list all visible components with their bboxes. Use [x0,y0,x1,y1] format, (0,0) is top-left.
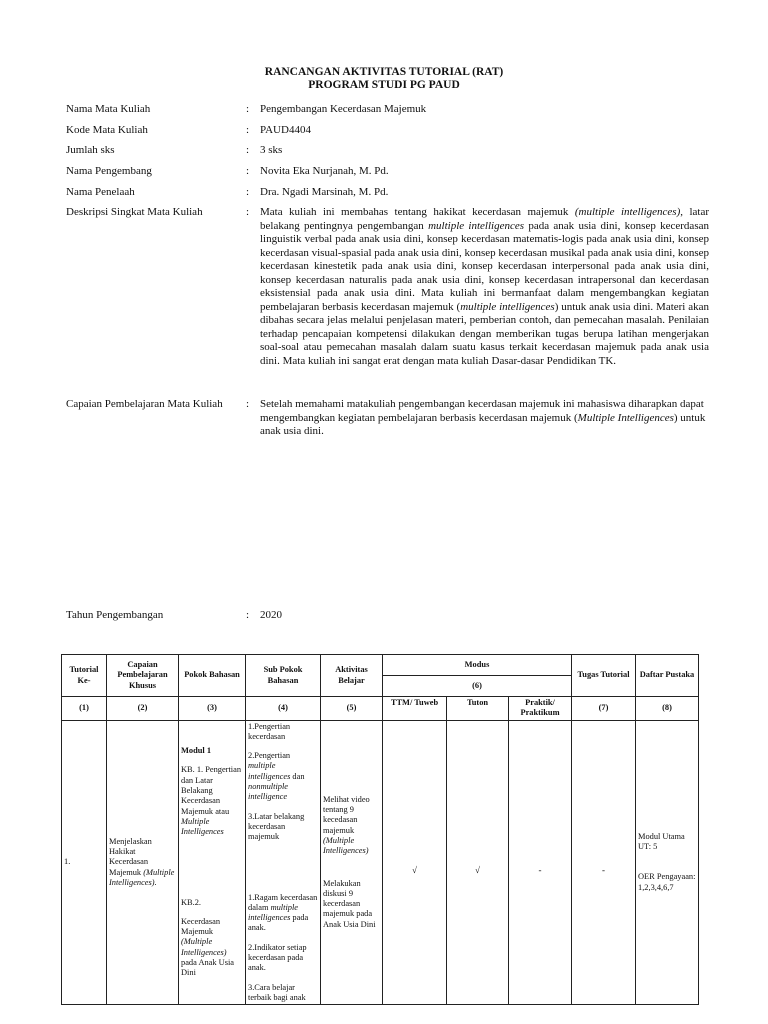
aktivitas-1 [323,795,380,857]
meta-value: PAUD4404 [260,124,311,136]
meta-label: Tahun Pengembangan [66,609,164,621]
th-modus: Modus [383,655,572,676]
sub-item: 1.Pengertian kecerdasan [248,721,291,741]
header-row-1 [62,655,699,676]
sub-item: 2.Indikator setiap kecerdasan pada anak. [248,942,307,973]
cell-aktivitas [321,720,383,1005]
th-ttm: TTM/ Tuweb [383,697,447,721]
meta-value: Novita Eka Nurjanah, M. Pd. [260,165,389,177]
kb2-tail: pada Anak Usia Dini [181,958,235,978]
deskripsi-italic: (multiple intelligences) [574,206,681,218]
sub-text: dan [292,771,305,781]
kb1-italic: Multiple Intelligences [181,816,224,837]
pustaka-oer: OER Pengayaan: 1,2,3,4,6,7 [638,872,696,892]
kb2 [181,917,243,979]
meta-label: Nama Penelaah [66,186,135,198]
meta-colon: : [246,144,250,156]
deskripsi-text [260,206,709,368]
meta-value: 2020 [260,609,282,621]
sub-italic: multiple intelligences [248,761,291,781]
meta-colon: : [246,103,250,115]
dash: - [538,865,542,876]
capaian-italic: Multiple Intelligences [577,411,674,424]
meta-label: Nama Pengembang [66,165,152,177]
deskripsi-part: , latar belakang pentingnya pengembangan [260,206,709,232]
th-num-2: (2) [107,697,179,721]
pustaka-modul: Modul Utama UT: 5 [638,831,685,852]
th-tugas: Tugas Tutorial [572,655,636,697]
cell-tuton [447,720,509,1005]
th-modus-num: (6) [383,676,572,697]
meta-colon: : [246,609,250,621]
check-icon: √ [475,865,480,876]
meta-label: Kode Mata Kuliah [66,124,148,136]
rat-table [61,654,699,1005]
cell-capaian [107,720,179,1005]
cell-ttm [383,720,447,1005]
number-row [62,697,699,721]
th-num-8: (8) [636,697,699,721]
title-line-2: PROGRAM STUDI PG PAUD [308,79,460,91]
meta-label: Jumlah sks [66,144,115,156]
th-aktivitas: Aktivitas Belajar [321,655,383,697]
deskripsi-italic: multiple intelligences [428,219,525,232]
meta-value: Dra. Ngadi Marsinah, M. Pd. [260,186,389,198]
th-num-3: (3) [179,697,246,721]
capaian-khusus: Menjelaskan Hakikat Kecerdasan Majemuk [109,836,152,877]
sub-text: 2.Pengertian [248,751,291,761]
sub-item: 3.Cara belajar terbaik bagi anak [248,982,306,1002]
cell-praktik [509,720,572,1005]
cell-pokok [179,720,246,1005]
th-tuton: Tuton [447,697,509,721]
capaian-text [260,398,709,439]
aktivitas-italic: (Multiple Intelligences) [323,835,369,856]
meta-value: Pengembangan Kecerdasan Majemuk [260,103,427,115]
modul-title: Modul 1 [181,746,212,756]
meta-label: Capaian Pembelajaran Mata Kuliah [66,398,223,410]
dash: - [602,865,605,876]
kb2-title: KB.2. [181,897,202,907]
th-subpokok: Sub Pokok Bahasan [246,655,321,697]
meta-colon: : [246,186,250,198]
th-num-4: (4) [246,697,321,721]
capaian-khusus-italic: (Multiple Intelligences). [109,867,175,887]
sub-item [248,893,318,934]
meta-colon: : [246,206,250,218]
th-num-1: (1) [62,697,107,721]
document-title [0,66,768,92]
meta-value: 3 sks [260,144,283,156]
sub-text: 1.Ragam kecerdasan dalam [248,892,318,912]
sub-item [248,751,318,802]
meta-colon: : [246,124,250,136]
th-tutorial: Tutorial Ke- [62,655,107,697]
th-num-5: (5) [321,697,383,721]
th-pustaka: Daftar Pustaka [636,655,699,697]
meta-colon: : [246,398,250,410]
th-num-7: (7) [572,697,636,721]
aktivitas-text: Melihat video tentang 9 kecedasan majemuk [323,794,370,835]
aktivitas-2: Melakukan diskusi 9 kecerdasan majemuk pada Anak Usia Dini [323,878,376,929]
sub-text: pada anak. [248,913,309,933]
kb2-text: Kecerdasan Majemuk [181,916,221,937]
meta-label: Nama Mata Kuliah [66,103,151,115]
title-line-1: RANCANGAN AKTIVITAS TUTORIAL (RAT) [264,66,504,78]
cell-tutorial [62,720,107,1005]
kb2-italic: (Multiple Intelligences) [181,937,227,957]
tutorial-number: 1. [64,857,71,867]
sub-item: 3.Latar belakang kecerdasan majemuk [248,811,305,842]
meta-colon: : [246,165,250,177]
check-icon: √ [412,865,417,876]
deskripsi-part: pada anak usia dini, konsep kecerdasan linguistik verbal pada anak usia dini, konsep kecerdasan matematis-logis pada anak usia dini, konsep kecerdasan visual-spasial pada anak usia dini, konsep kecerdasan musikal pada anak usia dini, konsep kecerdasan kinestetik pada anak usia dini, konsep kecerdasan interpersonal pada anak usia dini, konsep kecerdasan naturalis pada anak usia dini, konsep kecerdasan intrapersonal dan kecerdasan eksistensial pada anak usia dini. Mata kuliah ini bermanfaat dalam mengembangkan kegiatan pembelajaran berbasis kecerdasan majemuk ( [260,219,709,313]
capaian-part: Setelah memahami matakuliah pengembangan kecerdasan majemuk ini mahasiswa diharapkan dapat mengembangkan kegiatan pembelajaran berbasis kecerdasan majemuk ( [260,398,704,424]
cell-tugas [572,720,636,1005]
kb1-text: KB. 1. Pengertian dan Latar Belakang Kecerdasan Majemuk atau [181,765,242,816]
table-row [62,720,699,1005]
th-capaian: Capaian Pembelajaran Khusus [107,655,179,697]
th-praktik: Praktik/ Praktikum [509,697,572,721]
deskripsi-part: ) untuk anak usia dini. Materi akan dibahas secara jelas melalui penjelasan materi, pemberian contoh, dan pemecahan masalah. Penilaian terhadap pencapaian kompetensi dilakukan dengan memberikan tugas berupa latihan mengerjakan soal-soal atau pemecahan masalah dalam suatu kasus terkait kecerdasan majemuk pada anak usia dini. Mata kuliah ini sangat erat dengan mata kuliah Dasar-dasar Pendidikan TK. [260,300,709,367]
capaian-part: ) untuk anak usia dini. [260,411,706,437]
sub-italic: multiple intelligences [248,902,299,923]
cell-subpokok [246,720,321,1005]
kb1 [181,765,243,837]
sub-italic: nonmultiple intelligence [248,782,289,802]
meta-label: Deskripsi Singkat Mata Kuliah [66,206,203,218]
cell-pustaka [636,720,699,1005]
deskripsi-italic: multiple intelligences [460,300,555,313]
th-pokok: Pokok Bahasan [179,655,246,697]
deskripsi-part: Mata kuliah ini membahas tentang hakikat kecerdasan majemuk [260,206,575,218]
